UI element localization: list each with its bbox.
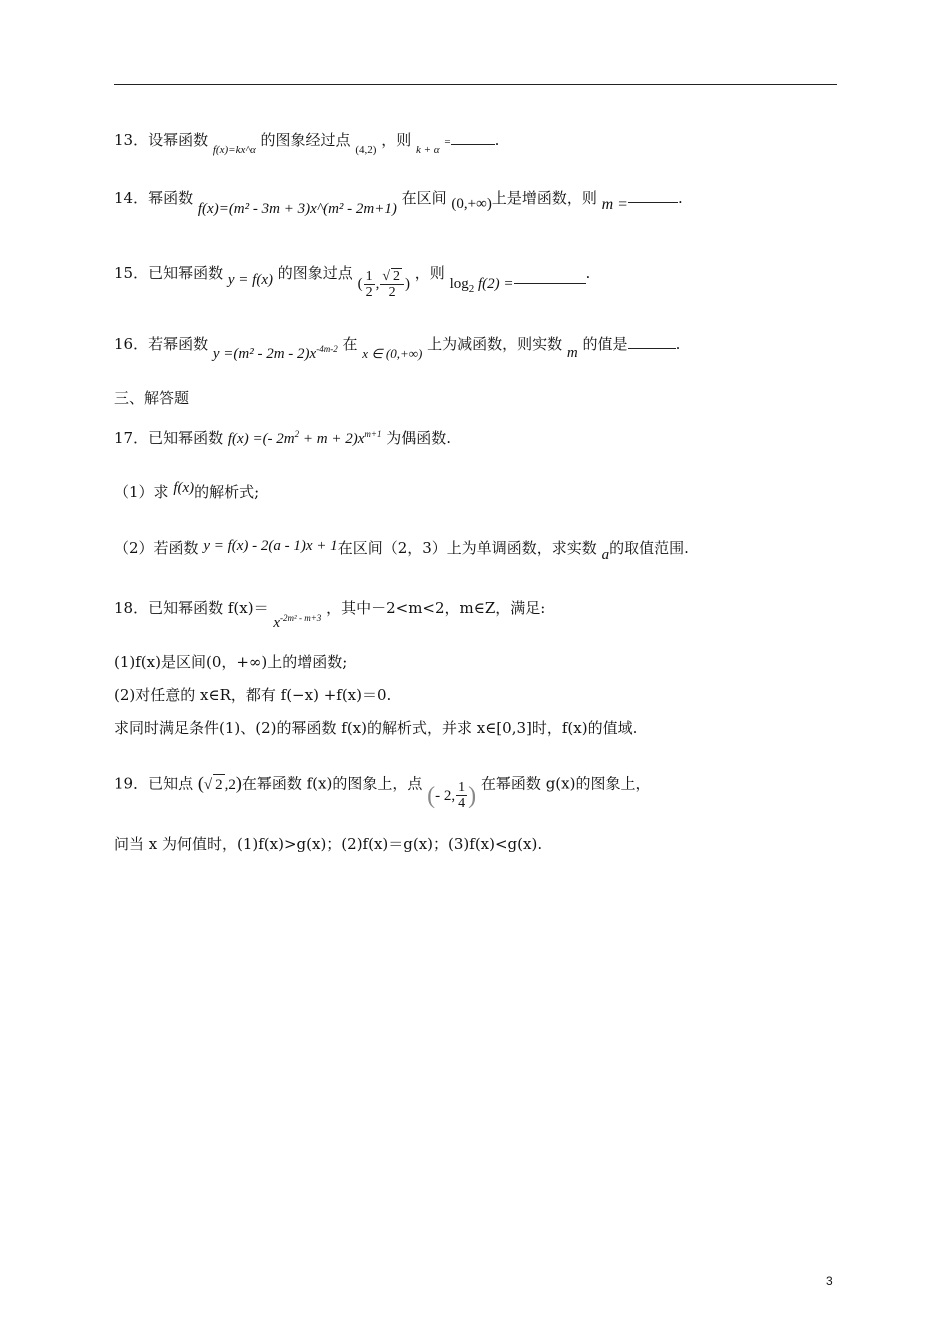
q15-frac2-den: 2 bbox=[388, 285, 396, 300]
q18-suffix: ，其中－2<m<2，m∈Z，满足: bbox=[326, 599, 546, 617]
q14-prefix: 14．幂函数 bbox=[114, 189, 194, 207]
q16-prefix: 16．若幂函数 bbox=[114, 335, 209, 353]
q13-then: ，则 bbox=[381, 131, 412, 149]
q17-p1-func: f(x) bbox=[173, 480, 195, 496]
q15-answer-blank bbox=[514, 283, 586, 284]
q16-end: . bbox=[675, 335, 681, 353]
q16-answer-blank bbox=[628, 348, 676, 349]
q17-p2-label: （2）若函数 bbox=[114, 539, 199, 557]
question-14 bbox=[114, 188, 683, 217]
q15-mid: 的图象过点 bbox=[277, 264, 353, 282]
q17-exponent: m+1 bbox=[364, 429, 382, 439]
q15-point-open: ( bbox=[357, 276, 363, 292]
q15-point bbox=[358, 268, 410, 300]
q16-after: 上为减函数，则实数 bbox=[427, 335, 563, 353]
q16-domain: x ∈ (0,+∞) bbox=[362, 346, 423, 361]
q17-part-2 bbox=[114, 538, 689, 563]
q13-formula: f(x)=kx^α bbox=[212, 144, 256, 156]
q14-mid: 在区间 bbox=[401, 189, 447, 207]
q14-answer-blank bbox=[628, 202, 678, 203]
q15-formula: y = f(x) bbox=[227, 272, 273, 288]
q16-formula bbox=[213, 346, 338, 362]
q14-end: . bbox=[677, 189, 683, 207]
q17-formula-a: f(x) =(- 2m bbox=[227, 431, 295, 447]
section-heading: 三、解答题 bbox=[114, 389, 190, 407]
q19-prefix: 19．已知点 bbox=[114, 774, 194, 793]
q15-log-expr bbox=[449, 276, 514, 295]
q18-formula bbox=[273, 615, 321, 631]
q16-exponent: -4m-2 bbox=[316, 344, 338, 354]
question-17 bbox=[114, 424, 451, 449]
q18-condition-1: (1)f(x)是区间(0，+∞)上的增函数; bbox=[114, 653, 348, 671]
question-13 bbox=[114, 130, 500, 156]
q19-suffix: 在幂函数 g(x)的图象上， bbox=[480, 774, 651, 793]
q15-point-close: ) bbox=[405, 276, 410, 292]
q16-formula-base: y =(m² - 2m - 2)x bbox=[212, 346, 317, 362]
q17-prefix: 17．已知幂函数 bbox=[114, 429, 224, 447]
q17-suffix: 为偶函数. bbox=[386, 429, 452, 447]
question-15 bbox=[114, 258, 590, 298]
q19-point-1: (√ 2 ,2) bbox=[197, 772, 242, 793]
q15-then: ，则 bbox=[414, 264, 445, 282]
q17-p1-text: 的解析式; bbox=[194, 483, 260, 501]
q18-exponent: -2m² - m+3 bbox=[280, 613, 322, 623]
q15-log: log bbox=[449, 276, 469, 292]
q13-end: . bbox=[494, 131, 500, 149]
q14-var: m = bbox=[601, 196, 628, 213]
q17-p2-var: a bbox=[601, 547, 610, 563]
q16-tail: 的值是 bbox=[582, 335, 628, 353]
q19-frac-den: 4 bbox=[458, 796, 466, 811]
q15-frac2-num: √ 2 bbox=[380, 268, 404, 285]
q19-p1-sqrt: 2 bbox=[213, 774, 225, 795]
q15-prefix: 15．已知幂函数 bbox=[114, 264, 224, 282]
q15-comma: , bbox=[375, 276, 380, 292]
q13-point: (4,2) bbox=[355, 144, 377, 156]
q15-fraction-2 bbox=[380, 268, 404, 300]
q19-p2-a: - 2, bbox=[435, 787, 456, 804]
q19-p1-rest: ,2 bbox=[224, 776, 236, 793]
question-16 bbox=[114, 330, 681, 362]
q17-p1-label: （1）求 bbox=[114, 483, 169, 501]
q18-prefix: 18．已知幂函数 f(x)＝ bbox=[114, 599, 269, 617]
q19-mid: 在幂函数 f(x)的图象上，点 bbox=[241, 774, 423, 793]
q17-formula-sup: 2 bbox=[294, 429, 300, 439]
q18-question: 求同时满足条件(1)、(2)的幂函数 f(x)的解析式，并求 x∈[0,3]时，f(x)的值域. bbox=[114, 719, 638, 737]
q17-formula bbox=[228, 431, 382, 447]
q15-frac1-den: 2 bbox=[365, 284, 373, 300]
q19-fraction bbox=[456, 780, 467, 811]
q13-expr: k + α bbox=[415, 144, 440, 156]
q17-p2-tail: 的取值范围. bbox=[609, 539, 689, 557]
q19-frac-num: 1 bbox=[458, 780, 466, 795]
q19-question: 问当 x 为何值时，(1)f(x)>g(x)；(2)f(x)＝g(x)；(3)f(x)<g(x). bbox=[114, 835, 543, 853]
q14-formula: f(x)=(m² - 3m + 3)x^(m² - 2m+1) bbox=[197, 201, 397, 217]
q15-log-base: 2 bbox=[468, 283, 475, 295]
q15-frac1-num: 1 bbox=[365, 268, 373, 284]
header-rule bbox=[114, 84, 837, 85]
q17-p2-text: 在区间（2，3）上为单调函数，求实数 bbox=[337, 539, 597, 557]
q16-mid: 在 bbox=[342, 335, 358, 353]
q13-answer-blank bbox=[451, 144, 495, 145]
question-19 bbox=[114, 766, 650, 812]
q18-condition-2: (2)对任意的 x∈R，都有 f(−x) +f(x)＝0. bbox=[114, 686, 392, 704]
q14-interval: (0,+∞) bbox=[451, 196, 492, 212]
q18-formula-base: x bbox=[273, 615, 281, 631]
q13-mid: 的图象经过点 bbox=[260, 131, 351, 149]
q15-end: . bbox=[585, 264, 591, 282]
q17-formula-b: + m + 2)x bbox=[299, 431, 365, 447]
q15-log-arg: f(2) = bbox=[478, 276, 514, 292]
question-18 bbox=[114, 594, 546, 631]
q13-eq: = bbox=[444, 136, 451, 148]
page-number: 3 bbox=[826, 1274, 833, 1288]
q17-part-1 bbox=[114, 482, 259, 503]
q15-sqrt-value: 2 bbox=[393, 269, 400, 284]
q19-point-2: ( - 2, $\frac{1}{4}$ ) bbox=[427, 780, 477, 811]
q15-fraction-1 bbox=[364, 269, 375, 300]
q14-after: 上是增函数，则 bbox=[491, 189, 597, 207]
q16-var: m bbox=[566, 345, 578, 361]
q13-prefix: 13．设幂函数 bbox=[114, 131, 209, 149]
q17-p2-func: y = f(x) - 2(a - 1)x + 1 bbox=[203, 538, 338, 554]
